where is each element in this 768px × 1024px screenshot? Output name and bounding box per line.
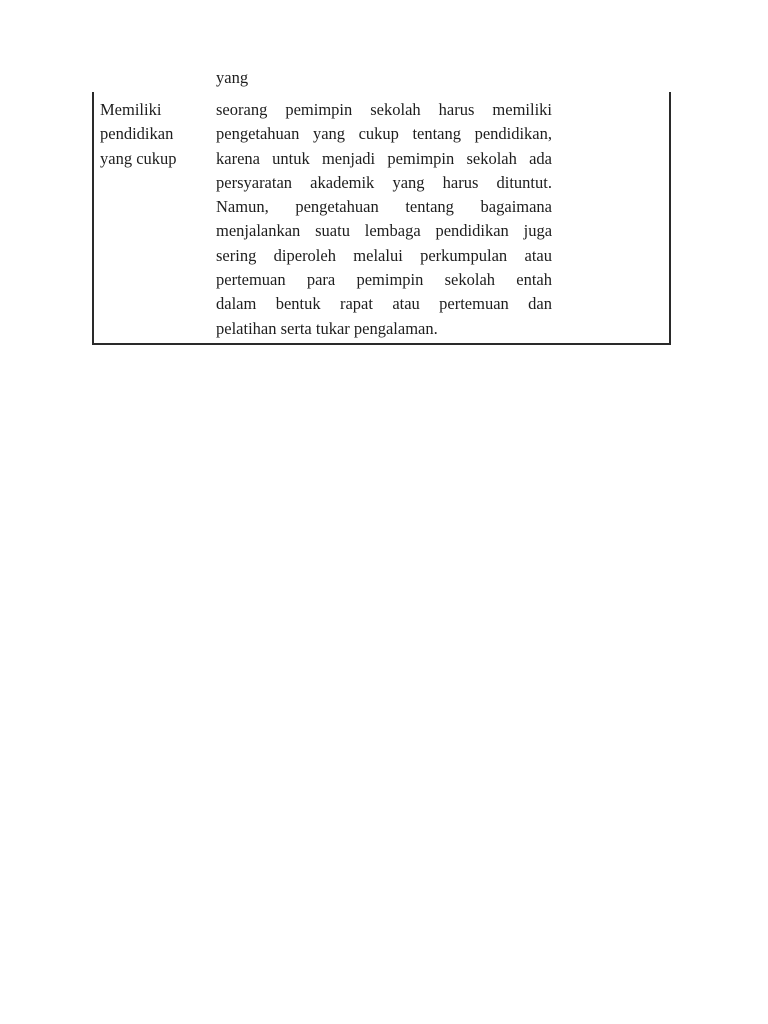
clipped-text: yang [216,68,249,87]
description-line-1: seorang pemimpin sekolah harus memiliki [216,100,552,119]
description-line-5: Namun, pengetahuan tentang bagaimana [216,197,553,217]
description-cell [216,98,552,341]
clipped-previous-row-text [216,68,249,88]
description-line-4: persyaratan akademik yang harus dituntut. [216,172,552,192]
description-line-8: pertemuan para pemimpin sekolah entah [216,270,552,290]
description-line-9: dalam bentuk rapat atau pertemuan dan [216,294,552,314]
description-line-10: pelatihan serta tukar pengalaman. [216,318,438,338]
criterion-line-2: pendidikan [100,124,174,144]
criterion-cell [100,98,204,171]
description-line-7: sering diperoleh melalui perkumpulan atau [216,245,552,265]
table-fragment [92,68,671,345]
description-line-6: menjalankan suatu lembaga pendidikan juga [216,221,553,241]
description-line-3: karena untuk menjadi pemimpin sekolah ada [216,148,552,168]
criterion-line-1: Memiliki [100,100,162,119]
criterion-line-3: yang cukup [100,148,177,168]
description-line-2: pengetahuan yang cukup tentang pendidikan, [216,124,553,144]
